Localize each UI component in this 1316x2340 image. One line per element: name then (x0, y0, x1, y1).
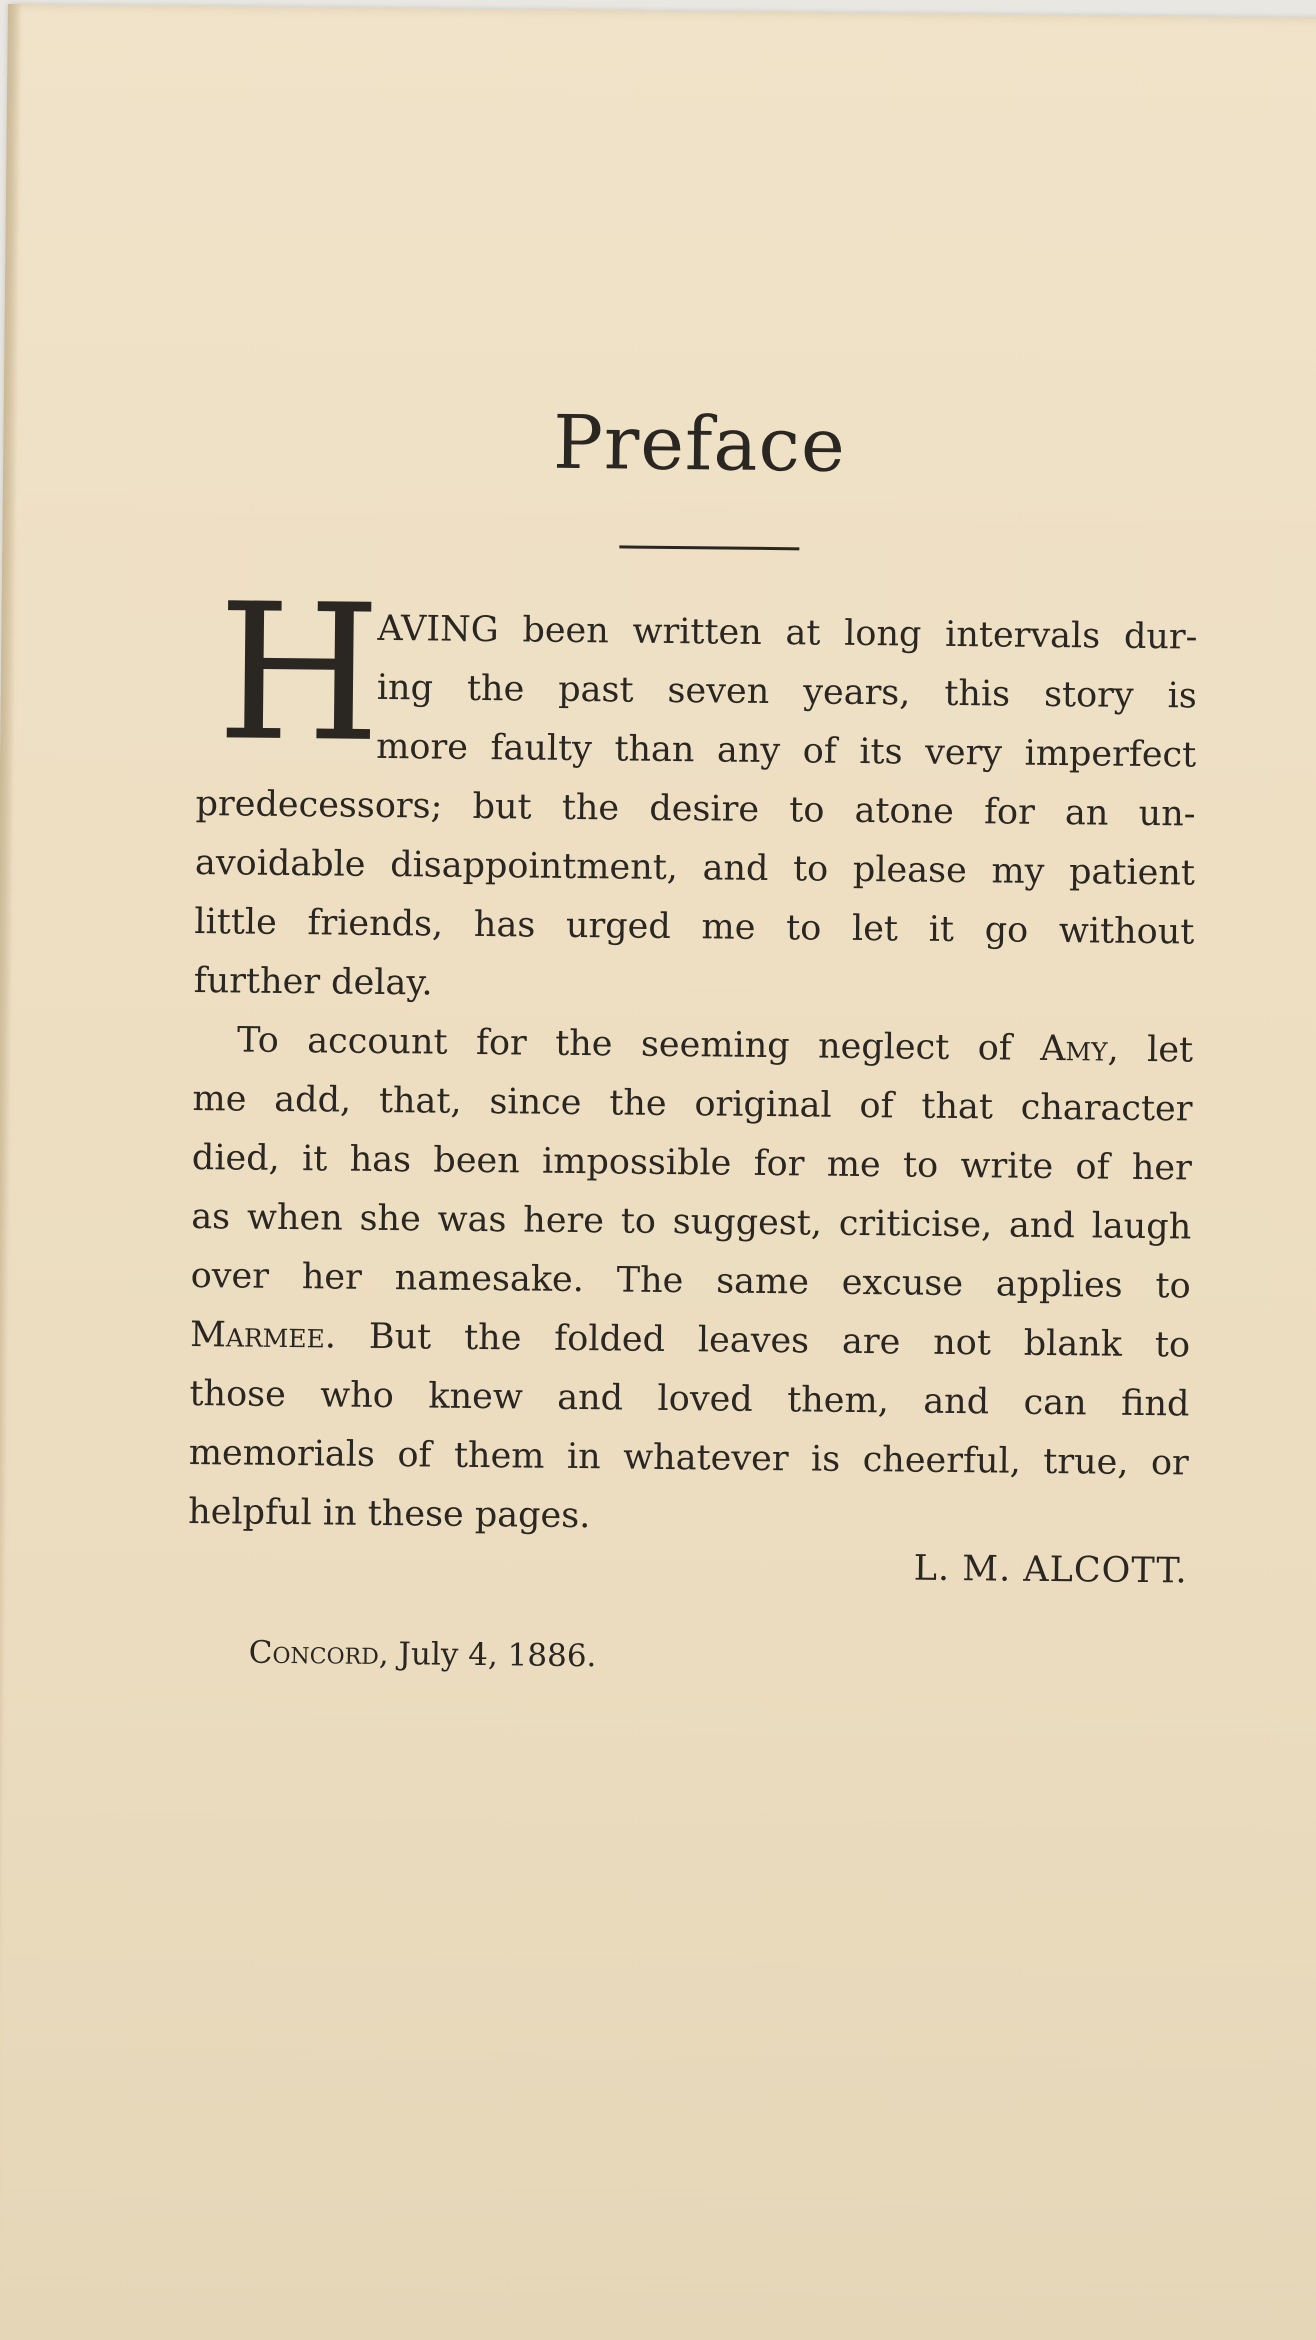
text-line: me add, that, since the original of that character (192, 1078, 1193, 1130)
dateline-place: Concord (248, 1634, 380, 1672)
text-line: helpful in these pages. (188, 1491, 591, 1537)
text-line (190, 1306, 1191, 1375)
text-line: AVING been written at long intervals dur- (377, 608, 1198, 658)
preface-text-block (188, 6, 1204, 1675)
dateline (249, 1635, 597, 1675)
text-line: further delay. (193, 961, 433, 1004)
text-line: predecessors; but the desire to atone for an un- (195, 784, 1196, 835)
preface-body (188, 563, 1198, 1552)
text-line: memorials of them in whatever is cheerful, true, or (188, 1432, 1189, 1484)
text-line: those who knew and loved them, and can find (189, 1373, 1190, 1425)
text-line: died, it has been impossible for me to write of her (191, 1137, 1193, 1189)
name-amy: Amy (1039, 1028, 1108, 1070)
page-title: Preface (552, 399, 847, 489)
drop-cap: H (215, 563, 383, 784)
text-span: . But the folded leaves are not blank to (324, 1316, 1191, 1366)
dateline-date: , July 4, 1886. (378, 1635, 597, 1675)
text-span: To account for the seeming neglect of (236, 1020, 1041, 1069)
text-line: over her namesake. The same excuse applies to (190, 1255, 1191, 1307)
text-line (193, 1011, 1194, 1080)
title-rule (619, 545, 799, 550)
dropcap-lines (376, 600, 1198, 786)
name-marmee: Marmee (189, 1314, 326, 1357)
book-page (0, 4, 1316, 2340)
text-line: ing the past seven years, this story is (376, 667, 1198, 717)
text-span: , let (1107, 1029, 1194, 1071)
text-line: little friends, has urged me to let it go without (194, 902, 1195, 953)
text-line: more faulty than any of its very imperfect (376, 726, 1197, 776)
author-signature: L. M. ALCOTT. (913, 1548, 1188, 1592)
text-line: as when she was here to suggest, criticise, and laugh (191, 1196, 1192, 1248)
text-line: avoidable disappointment, and to please my patient (194, 843, 1196, 894)
